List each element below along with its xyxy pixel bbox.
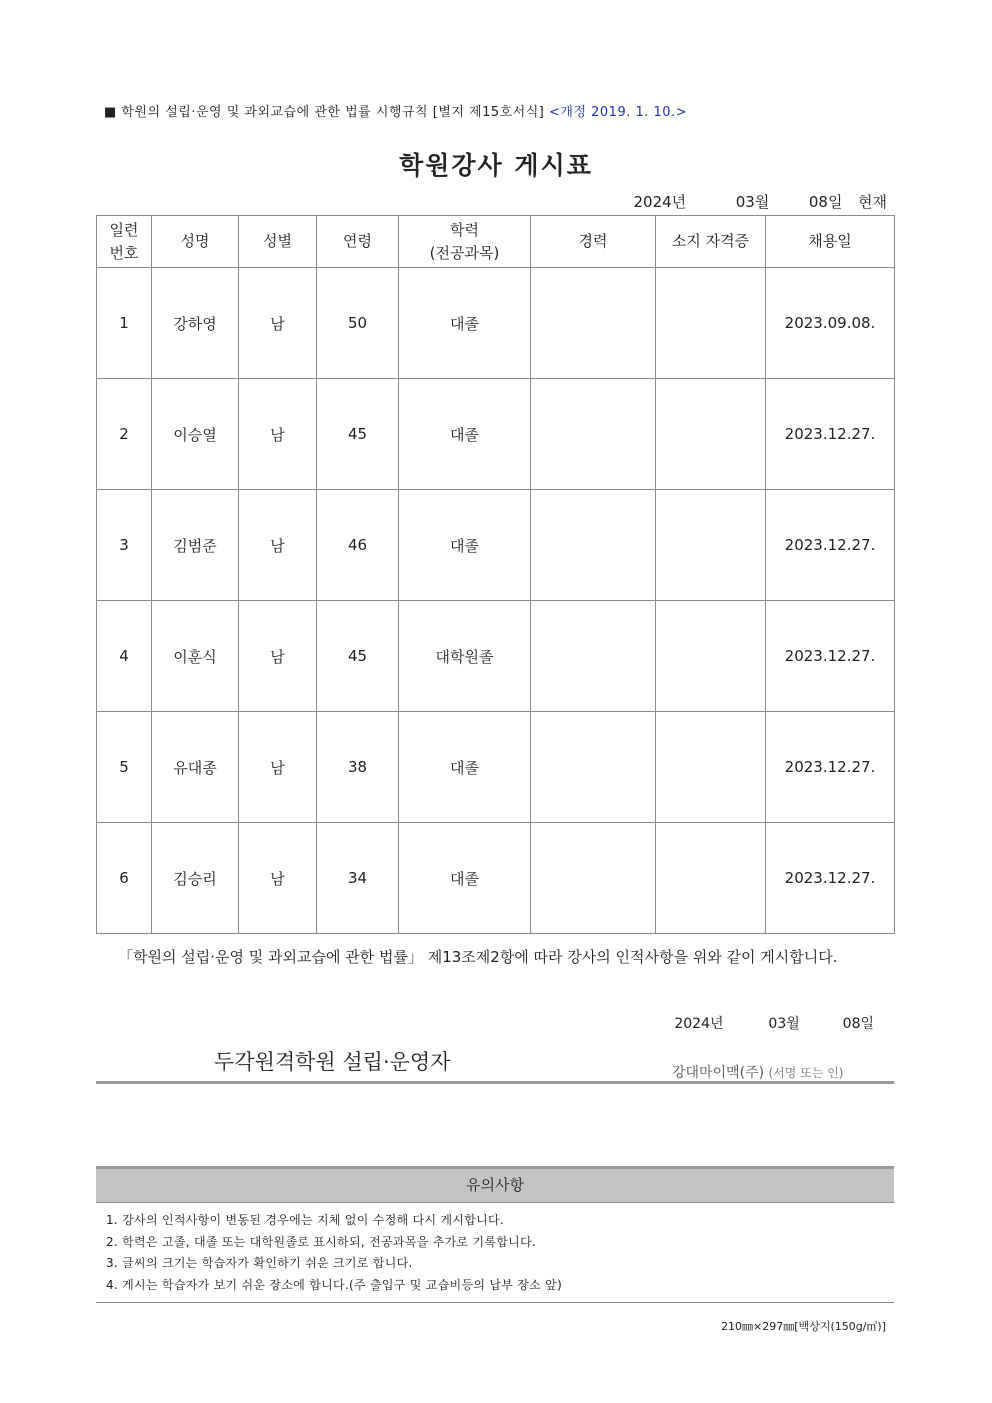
table-row	[97, 268, 895, 379]
posting-statement: 「학원의 설립·운영 및 과외교습에 관한 법률」 제13조제2항에 따라 강사의 인적사항을 위와 같이 게시합니다.	[118, 948, 838, 966]
header-career: 경력	[531, 216, 656, 268]
header-education	[399, 216, 531, 268]
table-row	[97, 490, 895, 601]
cell-education: 대졸	[399, 712, 531, 823]
table-row	[97, 712, 895, 823]
header-serial-no-line2: 번호	[109, 243, 139, 262]
header-hire-date: 채용일	[766, 216, 895, 268]
cell-name: 유대종	[152, 712, 239, 823]
notes-title: 유의사항	[96, 1166, 894, 1203]
cell-age: 34	[317, 823, 399, 934]
cell-gender: 남	[239, 712, 317, 823]
cell-certificate	[656, 601, 766, 712]
notes-list	[96, 1203, 894, 1303]
cell-gender: 남	[239, 823, 317, 934]
cell-name: 김범준	[152, 490, 239, 601]
header-gender: 성별	[239, 216, 317, 268]
cell-hire-date: 2023.12.27.	[766, 490, 895, 601]
form-header	[104, 101, 687, 120]
cell-certificate	[656, 379, 766, 490]
cell-gender: 남	[239, 268, 317, 379]
cell-career	[531, 490, 656, 601]
cell-education: 대졸	[399, 490, 531, 601]
cell-hire-date: 2023.12.27.	[766, 712, 895, 823]
list-item: 2. 학력은 고졸, 대졸 또는 대학원졸로 표시하되, 전공과목을 추가로 기록합니다.	[106, 1234, 537, 1249]
sign-day: 08일	[842, 1016, 874, 1032]
operator-signature	[672, 1062, 843, 1082]
cell-career	[531, 268, 656, 379]
cell-education: 대학원졸	[399, 601, 531, 712]
cell-career	[531, 379, 656, 490]
cell-name: 김승리	[152, 823, 239, 934]
sign-year: 2024년	[674, 1016, 724, 1032]
cell-hire-date: 2023.12.27.	[766, 601, 895, 712]
instructor-table	[96, 215, 895, 934]
cell-age: 45	[317, 379, 399, 490]
as-of-month: 03월	[735, 193, 770, 211]
signature-date	[674, 1013, 874, 1033]
cell-career	[531, 823, 656, 934]
operator-name: 강대마이맥(주)	[672, 1065, 765, 1081]
cell-certificate	[656, 712, 766, 823]
header-serial-no-line1: 일련	[109, 220, 139, 239]
cell-career	[531, 712, 656, 823]
cell-serial-no: 4	[97, 601, 152, 712]
header-age: 연령	[317, 216, 399, 268]
cell-hire-date: 2023.09.08.	[766, 268, 895, 379]
cell-age: 38	[317, 712, 399, 823]
header-name: 성명	[152, 216, 239, 268]
sign-month: 03월	[768, 1016, 800, 1032]
cell-education: 대졸	[399, 268, 531, 379]
header-serial-no	[97, 216, 152, 268]
cell-name: 강하영	[152, 268, 239, 379]
cell-age: 45	[317, 601, 399, 712]
revision-text: <개정 2019. 1. 10.>	[549, 105, 688, 120]
header-education-line2: (전공과목)	[429, 243, 500, 262]
cell-age: 46	[317, 490, 399, 601]
as-of-suffix: 현재	[858, 193, 887, 211]
cell-gender: 남	[239, 490, 317, 601]
cell-hire-date: 2023.12.27.	[766, 379, 895, 490]
table-header-row	[97, 216, 895, 268]
cell-education: 대졸	[399, 379, 531, 490]
cell-serial-no: 3	[97, 490, 152, 601]
list-item: 1. 강사의 인적사항이 변동된 경우에는 지체 없이 수정해 다시 게시합니다.	[106, 1213, 505, 1227]
operator-label: 두각원격학원 설립·운영자	[214, 1050, 451, 1074]
cell-gender: 남	[239, 379, 317, 490]
as-of-day: 08일	[808, 193, 843, 211]
cell-career	[531, 601, 656, 712]
cell-certificate	[656, 823, 766, 934]
cell-name: 이승열	[152, 379, 239, 490]
cell-serial-no: 5	[97, 712, 152, 823]
cell-certificate	[656, 490, 766, 601]
list-item: 4. 게시는 학습자가 보기 쉬운 장소에 합니다.(주 출입구 및 교습비등의 납부 장소 앞)	[106, 1277, 563, 1292]
header-certificate: 소지 자격증	[656, 216, 766, 268]
cell-gender: 남	[239, 601, 317, 712]
notes-section	[96, 1166, 894, 1303]
section-divider	[96, 1081, 894, 1084]
table-row	[97, 379, 895, 490]
paper-spec: 210㎜×297㎜[백상지(150g/㎡)]	[721, 1320, 886, 1333]
cell-name: 이훈식	[152, 601, 239, 712]
as-of-year: 2024년	[633, 193, 687, 211]
cell-serial-no: 6	[97, 823, 152, 934]
cell-serial-no: 2	[97, 379, 152, 490]
cell-certificate	[656, 268, 766, 379]
regulation-text: ■ 학원의 설립·운영 및 과외교습에 관한 법률 시행규칙 [별지 제15호서식]	[104, 105, 545, 120]
cell-age: 50	[317, 268, 399, 379]
cell-hire-date: 2023.12.27.	[766, 823, 895, 934]
header-education-line1: 학력	[450, 220, 479, 239]
as-of-date	[634, 191, 888, 212]
cell-education: 대졸	[399, 823, 531, 934]
list-item: 3. 글씨의 크기는 학습자가 확인하기 쉬운 크기로 합니다.	[106, 1256, 413, 1270]
signature-note: (서명 또는 인)	[768, 1066, 844, 1080]
table-row	[97, 823, 895, 934]
table-row	[97, 601, 895, 712]
document-title: 학원강사 게시표	[399, 151, 593, 180]
cell-serial-no: 1	[97, 268, 152, 379]
